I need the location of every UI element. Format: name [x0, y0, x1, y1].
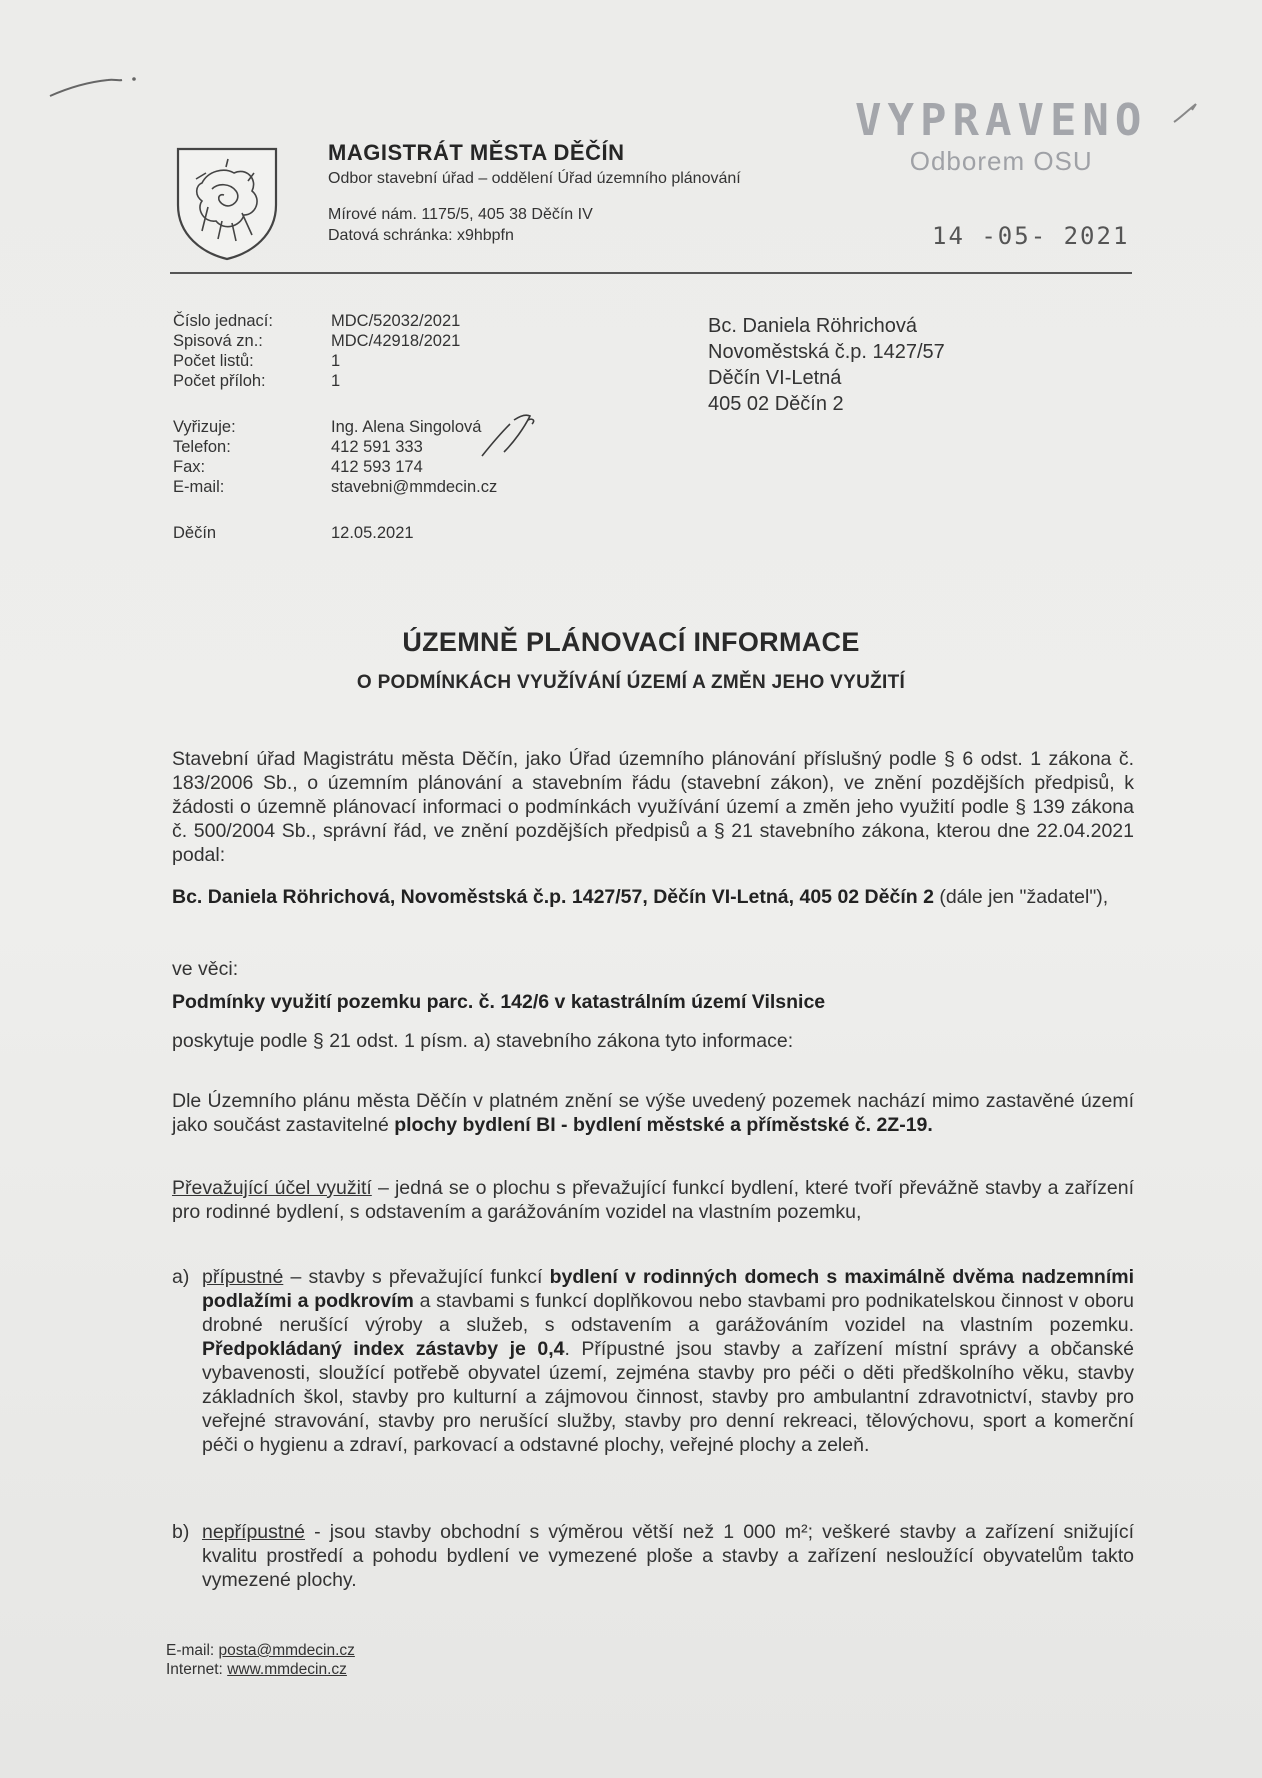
meta-label: Číslo jednací: [173, 312, 273, 330]
meta-row [173, 523, 497, 543]
applicant-paragraph [172, 885, 1134, 909]
reference-block [173, 311, 497, 543]
meta-row [173, 351, 497, 371]
list-item-permitted [172, 1265, 1134, 1457]
prohibited-text-part: - jsou stavby obchodní s výměrou větší než 1 000 m²; veškeré stavby a zařízení snižující kvalitu prostředí a pohodu bydlení ve vymezené ploše a stavby a zařízení nesloužící obyvatelům takto vymezené plochy. [202, 1521, 1134, 1591]
organization-name: MAGISTRÁT MĚSTA DĚČÍN [328, 140, 625, 165]
purpose-paragraph [172, 1176, 1134, 1224]
meta-row [173, 417, 497, 437]
plan-area: plochy bydlení BI - bydlení městské a příměstské č. 2Z-19. [394, 1114, 933, 1136]
meta-label: Telefon: [173, 438, 231, 456]
footer-email-label: E-mail: [166, 1642, 219, 1659]
permitted-text [202, 1265, 1134, 1457]
provides-text: poskytuje podle § 21 odst. 1 písm. a) stavebního zákona tyto informace: [172, 1030, 794, 1052]
organization-department: Odbor stavební úřad – oddělení Úřad územního plánování [328, 170, 741, 187]
stamp-subtitle: Odborem OSU [909, 146, 1093, 176]
plan-paragraph [172, 1089, 1134, 1137]
footer-web-line [166, 1660, 355, 1679]
recipient-city: 405 02 Děčín 2 [708, 393, 844, 415]
meta-label: Počet listů: [173, 352, 254, 370]
footer-email-line [166, 1641, 355, 1660]
meta-label: Počet příloh: [173, 372, 266, 390]
purpose-label: Převažující účel využití [172, 1177, 372, 1199]
meta-value: MDC/52032/2021 [331, 312, 461, 330]
stamp-title: VYPRAVENO [855, 95, 1148, 146]
footer-web-label: Internet: [166, 1661, 228, 1678]
header-divider [170, 272, 1132, 274]
meta-value: 412 593 174 [331, 458, 423, 476]
document-title: ÚZEMNĚ PLÁNOVACÍ INFORMACE [402, 627, 860, 657]
list-marker: b) [172, 1521, 190, 1543]
recipient-district: Děčín VI-Letná [708, 367, 842, 389]
recipient-address [708, 313, 945, 417]
dispatch-stamp [855, 95, 1147, 177]
signature-icon [480, 410, 540, 460]
meta-value: stavebni@mmdecin.cz [331, 478, 498, 496]
organization-address-block [328, 204, 741, 246]
meta-row [173, 311, 497, 331]
recipient-name: Bc. Daniela Röhrichová [708, 315, 917, 337]
list-item-prohibited [172, 1520, 1134, 1592]
meta-row [173, 457, 497, 477]
meta-row [173, 437, 497, 457]
organization-databox: Datová schránka: x9hbpfn [328, 227, 514, 244]
permitted-text-part: . Přípustné jsou stavby a zařízení místní správy a občanské vybavenosti, sloužící potřebě obyvatel území, zejména stavby pro péči o děti předškolního věku, stavby základních škol, stavby pro kulturní a zájmovou činnost, stavby pro ambulantní zdravotnictví, stavby pro veřejné stravování, stavby pro nerušící služby, stavby pro denní rekreaci, tělovýchovu, sport a komerční péči o hygienu a zdraví, parkovací a odstavné plochy, veřejné plochy a zeleň. [202, 1338, 1134, 1456]
permitted-index: Předpokládaný index zástavby je 0,4 [202, 1338, 565, 1360]
meta-label: E-mail: [173, 478, 225, 496]
meta-label: Fax: [173, 458, 206, 476]
plan-text: Dle Územního plánu města Děčín v platném znění se výše uvedený pozemek nachází mimo zastavěné území jako součást zastavitelné [172, 1090, 1134, 1136]
applicant-name: Bc. Daniela Röhrichová, Novoměstská č.p. 1427/57, Děčín VI-Letná, 405 02 Děčín 2 [172, 886, 934, 908]
stamp-date: 14 -05- 2021 [932, 222, 1130, 250]
matter-text: Podmínky využití pozemku parc. č. 142/6 v katastrálním území Vilsnice [172, 991, 826, 1013]
document-date: 12.05.2021 [331, 524, 414, 542]
permitted-label: přípustné [202, 1266, 284, 1288]
matter-label: ve věci: [172, 958, 239, 980]
permitted-text-part: – stavby s převažující funkcí [283, 1266, 550, 1288]
meta-value: MDC/42918/2021 [331, 332, 461, 350]
meta-value: Ing. Alena Singolová [331, 418, 482, 436]
meta-row [173, 331, 497, 351]
meta-value: 412 591 333 [331, 438, 423, 456]
meta-row [173, 371, 497, 391]
organization-block [328, 140, 741, 246]
intro-paragraph: Stavební úřad Magistrátu města Děčín, jako Úřad územního plánování příslušný podle § 6 odst. 1 zákona č. 183/2006 Sb., o územním plánování a stavebním řádu (stavební zákon), ve znění pozdějších předpisů, k žádosti o územně plánovací informaci o podmínkách využívání území a změn jeho využití podle § 139 zákona č. 500/2004 Sb., správní řád, ve znění pozdějších předpisů a § 21 stavebního zákona, kterou dne 22.04.2021 podal: [172, 748, 1134, 866]
footer-email-link[interactable]: posta@mmdecin.cz [218, 1642, 355, 1659]
document-subtitle: O PODMÍNKÁCH VYUŽÍVÁNÍ ÚZEMÍ A ZMĚN JEHO VYUŽITÍ [356, 672, 906, 693]
meta-label: Děčín [173, 524, 217, 542]
pen-mark-icon [48, 72, 148, 102]
prohibited-label: nepřípustné [202, 1521, 305, 1543]
organization-address: Mírové nám. 1175/5, 405 38 Děčín IV [328, 206, 593, 223]
city-crest-icon [172, 143, 282, 263]
list-marker: a) [172, 1266, 190, 1288]
meta-label: Vyřizuje: [173, 418, 236, 436]
footer-web-link[interactable]: www.mmdecin.cz [227, 1661, 347, 1678]
meta-value: 1 [331, 352, 341, 370]
permitted-bold-part: bydlení v rodinných domech s maximálně dvěma nadzemními podlažími a podkrovím [202, 1266, 1135, 1312]
applicant-rest: (dále jen "žadatel"), [933, 886, 1109, 908]
meta-row [173, 477, 497, 497]
recipient-street: Novoměstská č.p. 1427/57 [708, 341, 945, 363]
footer [166, 1641, 355, 1679]
prohibited-text [202, 1520, 1134, 1592]
meta-label: Spisová zn.: [173, 332, 263, 350]
check-mark-icon [1170, 100, 1200, 130]
purpose-text: – jedná se o plochu s převažující funkcí bydlení, které tvoří převážně stavby a zařízení pro rodinné bydlení, s odstavením a garážováním vozidel na vlastním pozemku, [172, 1177, 1134, 1223]
meta-value: 1 [331, 372, 341, 390]
permitted-text-part: a stavbami s funkcí doplňkovou nebo stavbami pro podnikatelskou činnost v oboru drobné nerušící výroby a služeb, s odstavením a garážováním vozidel na vlastním pozemku. [202, 1290, 1134, 1336]
